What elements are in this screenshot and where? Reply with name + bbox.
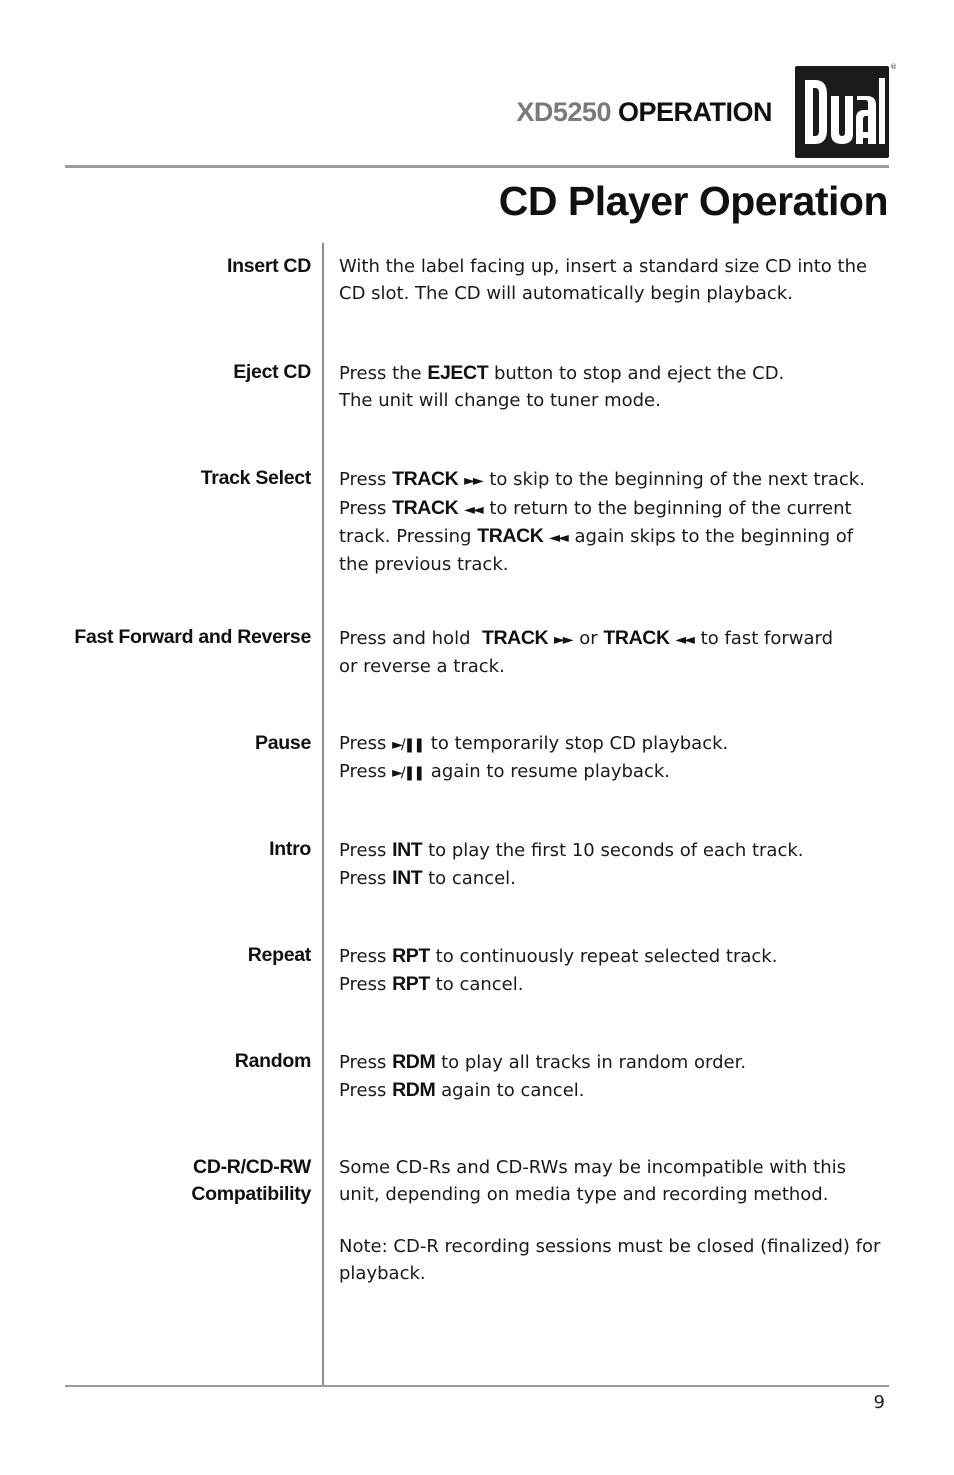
desc-line: unit, depending on media type and recording method. [339, 1183, 829, 1205]
label-pause: Pause [255, 732, 311, 754]
text: Press [339, 733, 387, 754]
desc-line [339, 837, 895, 865]
desc-line: The unit will change to tuner mode. [339, 389, 661, 411]
desc-line [339, 1049, 895, 1077]
play-pause-icon: ►/❚❚ [392, 737, 424, 753]
track-key: TRACK [481, 627, 549, 649]
column-divider [322, 243, 324, 1386]
prev-track-icon: ◄◄ [464, 501, 482, 518]
text: Press [339, 497, 387, 519]
desc-line [339, 943, 895, 971]
label-eject-cd: Eject CD [233, 361, 311, 383]
text: button to stop and eject the CD. [493, 363, 785, 384]
dual-logo [795, 66, 889, 158]
text: again skips to the beginning of [574, 526, 854, 547]
spacer [339, 1208, 895, 1234]
operation-heading: OPERATION [617, 97, 772, 127]
model-number: XD5250 [516, 97, 611, 127]
prev-track-icon: ◄◄ [675, 632, 693, 648]
text: Press [339, 469, 387, 490]
text: to play the first 10 seconds of each track. [428, 840, 804, 861]
desc-line: the previous track. [339, 553, 509, 575]
label-random: Random [234, 1050, 311, 1072]
text: Press [339, 760, 387, 782]
text: Press [339, 946, 387, 967]
desc-insert-cd [339, 254, 895, 307]
label-line: CD-R/CD-RW [193, 1156, 311, 1178]
desc-compatibility [339, 1155, 895, 1287]
header-title [516, 97, 772, 128]
desc-pause [339, 731, 895, 786]
desc-line [339, 466, 895, 495]
label-repeat: Repeat [247, 944, 311, 966]
track-key: TRACK [603, 627, 670, 649]
rdm-key: RDM [392, 1078, 436, 1101]
dual-logo-mark [795, 66, 889, 158]
text: Press and hold [339, 628, 471, 649]
text: to return to the beginning of the current [489, 497, 852, 519]
desc-line [339, 971, 895, 999]
rdm-key: RDM [392, 1051, 436, 1073]
text: again to cancel. [441, 1079, 585, 1101]
desc-fast-forward [339, 625, 895, 680]
desc-eject-cd [339, 360, 895, 414]
text: or [579, 628, 598, 649]
desc-line [339, 360, 895, 388]
desc-line: Some CD-Rs and CD-RWs may be incompatible with this [339, 1157, 846, 1178]
track-key: TRACK [392, 496, 459, 519]
text: to continuously repeat selected track. [435, 946, 778, 967]
text: Press [339, 1079, 387, 1101]
note-line: Note: CD-R recording sessions must be closed (finalized) for [339, 1236, 881, 1257]
page-title: CD Player Operation [498, 178, 888, 224]
text: Press [339, 973, 387, 995]
note-line: playback. [339, 1262, 426, 1284]
int-key: INT [392, 866, 423, 889]
text: again to resume playback. [430, 760, 671, 782]
rpt-key: RPT [392, 972, 430, 995]
text: to play all tracks in random order. [441, 1052, 747, 1073]
desc-track-select [339, 466, 895, 578]
desc-line [339, 495, 895, 524]
label-track-select: Track Select [200, 467, 311, 489]
text: Press [339, 840, 387, 861]
top-divider [65, 165, 889, 168]
desc-intro [339, 837, 895, 892]
desc-line: CD slot. The CD will automatically begin playback. [339, 282, 793, 304]
rpt-key: RPT [392, 945, 430, 967]
play-pause-icon: ►/❚❚ [392, 764, 424, 781]
eject-key: EJECT [427, 362, 489, 384]
label-line: Compatibility [191, 1183, 311, 1205]
text: track. Pressing [339, 526, 472, 547]
page-number: 9 [873, 1392, 885, 1413]
label-compatibility [51, 1154, 311, 1208]
label-fast-forward: Fast Forward and Reverse [74, 626, 311, 648]
registered-mark: ® [890, 63, 897, 71]
next-track-icon: ►► [464, 473, 482, 489]
desc-line [339, 1077, 895, 1105]
desc-line [339, 865, 895, 893]
desc-repeat [339, 943, 895, 998]
desc-line: or reverse a track. [339, 655, 505, 677]
text: to temporarily stop CD playback. [430, 733, 729, 754]
text: Press [339, 867, 387, 889]
desc-random [339, 1049, 895, 1104]
desc-line [339, 523, 895, 552]
next-track-icon: ►► [553, 632, 572, 648]
text: to skip to the beginning of the next track. [489, 469, 865, 490]
desc-line: With the label facing up, insert a standard size CD into the [339, 256, 868, 277]
text: Press the [339, 363, 422, 384]
desc-line [339, 731, 895, 759]
desc-line [339, 759, 895, 787]
track-key: TRACK [477, 525, 544, 547]
bottom-divider [65, 1385, 889, 1387]
text: Press [339, 1052, 387, 1073]
prev-track-icon: ◄◄ [549, 530, 567, 546]
text: to fast forward [700, 628, 833, 649]
label-insert-cd: Insert CD [227, 255, 311, 277]
text: to cancel. [428, 867, 516, 889]
desc-line [339, 625, 895, 654]
track-key: TRACK [392, 468, 459, 490]
text: to cancel. [435, 973, 524, 995]
label-intro: Intro [269, 838, 311, 860]
int-key: INT [392, 839, 423, 861]
